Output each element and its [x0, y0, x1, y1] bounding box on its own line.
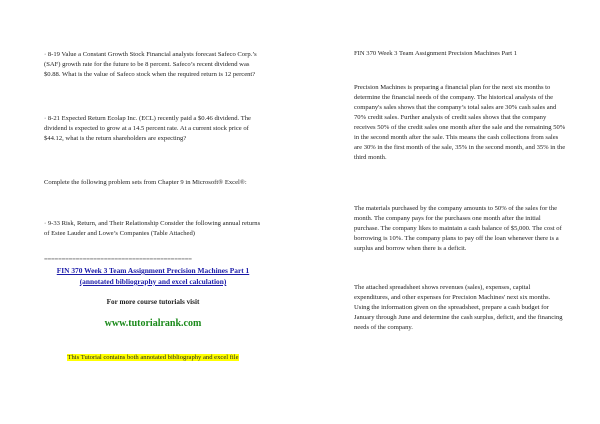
paragraph-cash-budget: The attached spreadsheet shows revenues (sales), expenses, capital expenditures, and other expenses for Precision Machines' next six months. Using the information given on the spreadsheet, prepare a cash budget for January through June and determine the cash surplus, deficit, and the financing needs of the company.: [354, 284, 563, 331]
tutorials-prompt: For more course tutorials visit: [106, 298, 200, 306]
tutorial-link[interactable]: FIN 370 Week 3 Team Assignment Precision Machines Part 1 (annotated bibliography and excel calculation): [56, 266, 250, 286]
paragraph-sales: Precision Machines is preparing a financial plan for the next six months to determine the financial needs of the company. The historical analysis of the company's sales shows that the company’s total sales are 30% cash sales and 70% credit sales. Further analysis of credit sales shows that the company receives 50% of the credit sales one month after the sale and the remaining 50% in the second month after the sale. This means the cash collections from sales are 30% in the first month of the sale, 35% in the second month, and 35% in the third month.: [354, 84, 566, 161]
assignment-title: FIN 370 Week 3 Team Assignment Precision Machines Part 1: [354, 50, 518, 57]
chapter-9-instruction: Complete the following problem sets from Chapter 9 in Microsoft® Excel®:: [44, 179, 247, 186]
paragraph-purchases: The materials purchased by the company amounts to 50% of the sales for the month. The company pays for the purchases one month after the initial purchase. The company likes to maintain a cash balance of $5,000. The cost of borrowing is 10%. The company plans to pay off the loan whenever there is a surplus and borrow when there is a deficit.: [354, 205, 562, 252]
question-8-21: · 8-21 Expected Return Ecolap Inc. (ECL) recently paid a $0.46 dividend. The dividend is expected to grow at a 14.5 percent rate. At a current stock price of $44.12, what is the return shareholders are expecting?: [44, 115, 251, 142]
tutorialrank-url[interactable]: www.tutorialrank.com: [104, 318, 202, 329]
question-8-19: · 8-19 Value a Constant Growth Stock Financial analysts forecast Safeco Corp.’s (SAF) growth rate for the future to be 8 percent. Safeco’s recent dividend was $0.88. What is the value of Safeco stock when the required return is 12 percent?: [44, 51, 257, 78]
tutorial-note-wrap: [44, 346, 262, 364]
tutorial-note: This Tutorial contains both annotated bibliography and excel file: [67, 354, 239, 361]
separator-line: ==========================================: [44, 256, 192, 263]
question-9-33: · 9-33 Risk, Return, and Their Relationship Consider the following annual returns of Estee Lauder and Lowe’s Companies (Table Attached): [44, 220, 261, 237]
